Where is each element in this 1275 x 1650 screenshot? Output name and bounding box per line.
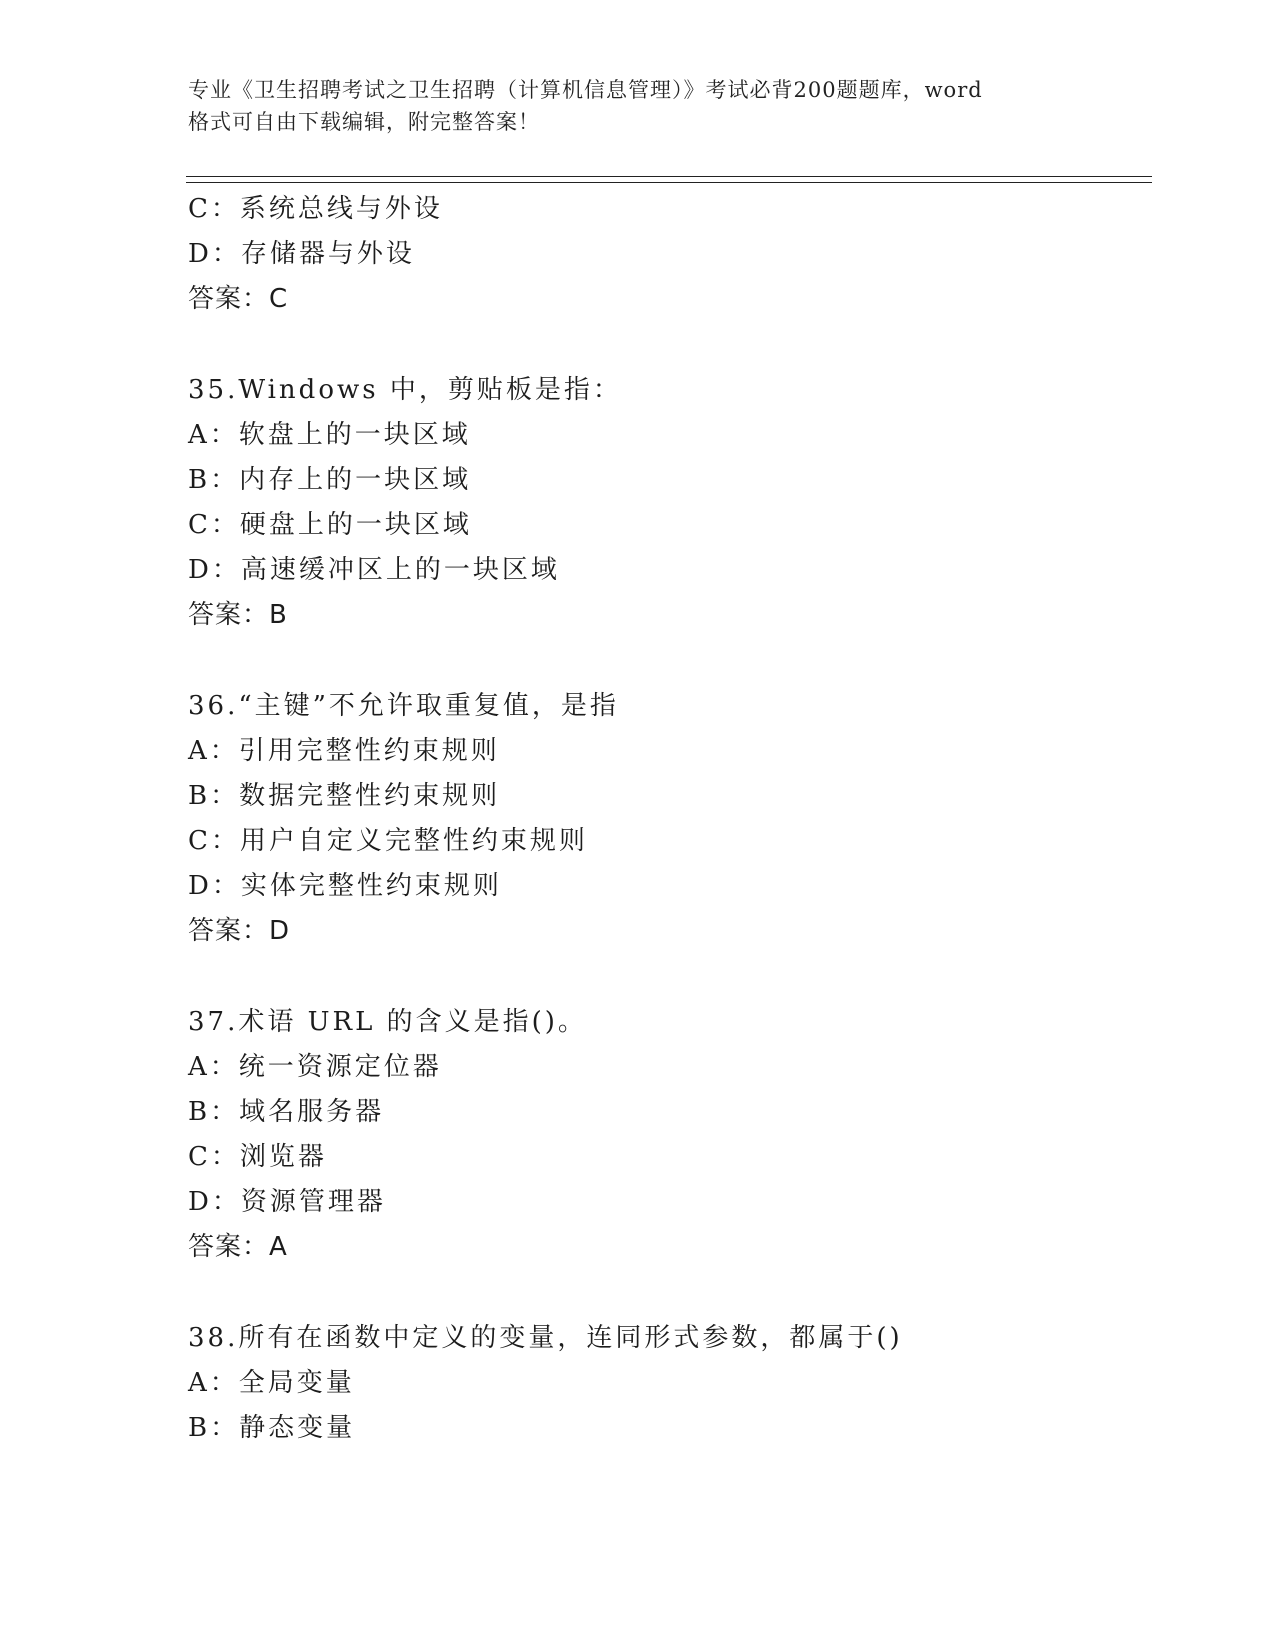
- option-35-c: C：硬盘上的一块区域: [188, 510, 472, 540]
- answer-35: 答案：B: [188, 600, 288, 630]
- option-36-d: D：实体完整性约束规则: [188, 871, 502, 901]
- option-35-a: A：软盘上的一块区域: [188, 420, 471, 450]
- question-38: 38.所有在函数中定义的变量，连同形式参数，都属于(): [188, 1323, 903, 1353]
- option-37-d: D：资源管理器: [188, 1187, 386, 1217]
- option-36-b: B：数据完整性约束规则: [188, 781, 501, 811]
- answer-36: 答案：D: [188, 916, 291, 946]
- answer-34: 答案：C: [188, 284, 289, 314]
- question-37: 37.术语 URL 的含义是指()。: [188, 1007, 587, 1037]
- header-line-2: 格式可自由下载编辑，附完整答案！: [188, 110, 540, 134]
- option-35-b: B：内存上的一块区域: [188, 465, 472, 495]
- question-36: 36.“主键”不允许取重复值，是指: [188, 691, 619, 721]
- header-rule-bottom: [186, 182, 1152, 183]
- option-34-d: D：存储器与外设: [188, 239, 415, 269]
- document-header: [188, 74, 1088, 138]
- option-36-a: A：引用完整性约束规则: [188, 736, 500, 766]
- option-37-a: A：统一资源定位器: [188, 1052, 442, 1082]
- option-37-b: B：域名服务器: [188, 1097, 385, 1127]
- answer-37: 答案：A: [188, 1232, 288, 1262]
- option-35-d: D：高速缓冲区上的一块区域: [188, 555, 560, 585]
- option-38-a: A：全局变量: [188, 1368, 355, 1398]
- option-34-c: C：系统总线与外设: [188, 194, 443, 224]
- header-rule-top: [186, 176, 1152, 177]
- option-36-c: C：用户自定义完整性约束规则: [188, 826, 588, 856]
- header-line-1: 专业《卫生招聘考试之卫生招聘（计算机信息管理）》考试必背200题题库，word: [188, 78, 983, 102]
- option-38-b: B：静态变量: [188, 1413, 356, 1443]
- option-37-c: C：浏览器: [188, 1142, 327, 1172]
- question-35: 35.Windows 中，剪贴板是指：: [188, 375, 622, 405]
